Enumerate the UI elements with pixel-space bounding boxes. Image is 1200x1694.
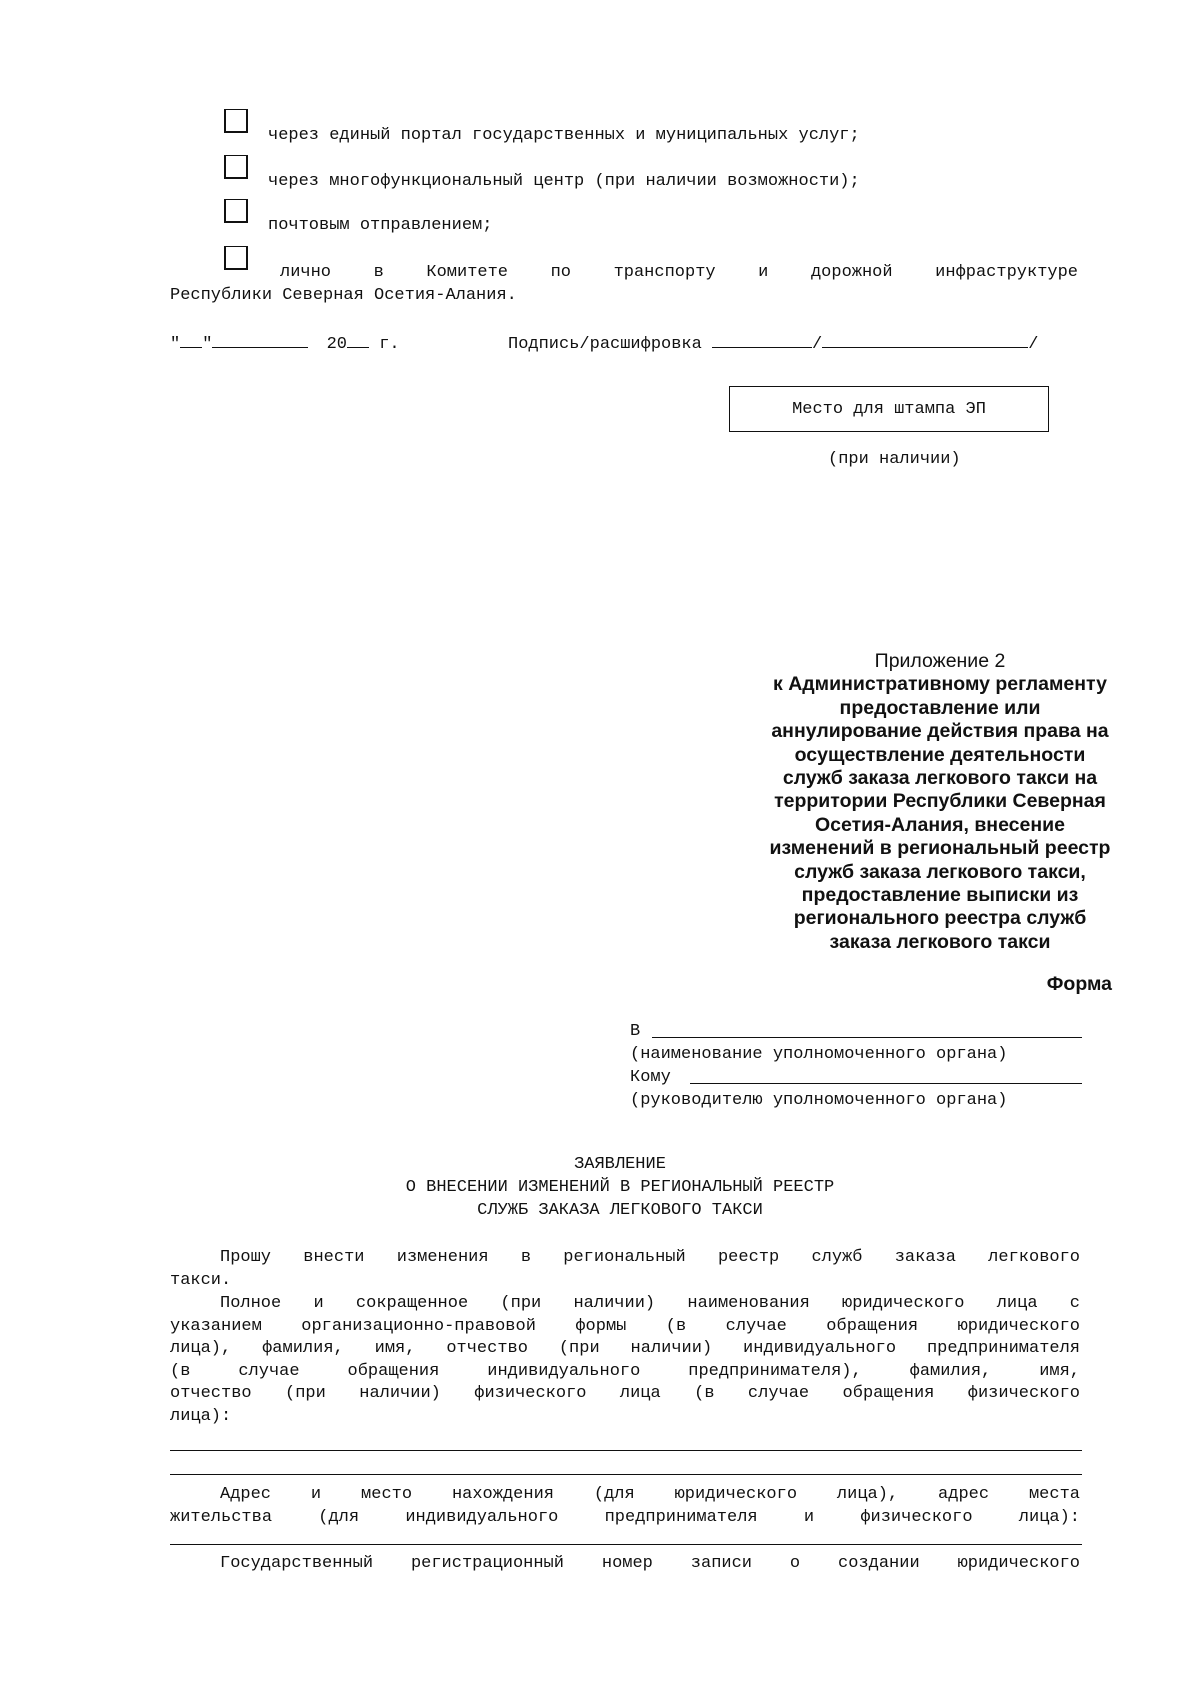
paragraph-request [170, 1247, 1080, 1292]
signature-label-row [508, 333, 1038, 354]
date-quote-close: " [202, 335, 213, 354]
appendix-line: аннулирование действия права на [771, 720, 1109, 743]
addressee-whom-hint: (руководителю уполномоченного органа) [630, 1091, 1008, 1110]
appendix-line: служб заказа легкового такси на [782, 767, 1098, 790]
appendix-line: предоставление выписки из [801, 884, 1079, 907]
signature-end: / [1028, 335, 1039, 354]
stamp-label: Место для штампа ЭП [792, 399, 986, 419]
option-portal-label: через единый портал государственных и муниципальных услуг; [268, 126, 860, 145]
paragraph-line: жительства (для индивидуального предпринимателя и физического лица): [170, 1507, 1080, 1527]
name-decoding-field[interactable] [822, 333, 1028, 348]
form-label: Форма [1046, 973, 1112, 995]
signature-row [170, 333, 400, 354]
option-post-label: почтовым отправлением; [268, 216, 493, 235]
paragraph-line: такси. [170, 1270, 232, 1290]
appendix-line: Приложение 2 [874, 650, 1006, 672]
appendix-line: предоставление или [839, 696, 1041, 719]
appendix-line: регионального реестра служб [793, 907, 1087, 930]
paragraph-line: лица), фамилия, имя, отчество (при наличии) индивидуального предпринимателя [170, 1339, 1080, 1358]
checkbox-mfc[interactable] [224, 155, 248, 179]
paragraph-names [170, 1293, 1080, 1428]
checkbox-portal[interactable] [224, 109, 248, 133]
date-quote-open: " [170, 335, 181, 354]
year-prefix: 20 [326, 335, 348, 354]
appendix-line: осуществление деятельности [794, 743, 1086, 766]
paragraph-line: Адрес и место нахождения (для юридического лица), адрес места [220, 1485, 1080, 1504]
statement-subtitle-2: СЛУЖБ ЗАКАЗА ЛЕГКОВОГО ТАКСИ [477, 1201, 763, 1220]
paragraph-line: Прошу внести изменения в региональный реестр служб заказа легкового [220, 1248, 1080, 1267]
signature-label: Подпись/расшифровка [508, 335, 702, 354]
checkbox-in-person[interactable] [224, 246, 248, 270]
checkbox-post[interactable] [224, 199, 248, 223]
appendix-line: служб заказа легкового такси, [794, 860, 1086, 883]
signature-separator: / [812, 335, 823, 354]
addressee-whom-label: Кому [630, 1068, 671, 1087]
signature-field[interactable] [712, 333, 812, 348]
option-in-person-label-1: лично в Комитете по транспорту и дорожной инфраструктуре [280, 263, 1078, 282]
appendix-line: Осетия-Алания, внесение [815, 813, 1065, 836]
paragraph-line: лица): [170, 1406, 232, 1426]
appendix-line: заказа легкового такси [829, 930, 1051, 953]
appendix-line: к Административному регламенту [773, 673, 1107, 696]
day-field[interactable] [180, 333, 202, 348]
appendix-line: изменений в региональный реестр [769, 837, 1111, 860]
option-mfc-label: через многофункциональный центр (при наличии возможности); [268, 172, 860, 191]
names-field-1[interactable] [170, 1450, 1082, 1451]
paragraph-line: отчество (при наличии) физического лица (в случае обращения физического [170, 1384, 1080, 1403]
paragraph-line: указанием организационно-правовой формы (в случае обращения юридического [170, 1316, 1080, 1336]
year-field[interactable] [347, 333, 369, 348]
statement-subtitle-1: О ВНЕСЕНИИ ИЗМЕНЕНИЙ В РЕГИОНАЛЬНЫЙ РЕЕСТР [405, 1178, 835, 1197]
appendix-header [760, 650, 1120, 954]
paragraph-registration [170, 1553, 1080, 1576]
year-suffix: г. [379, 335, 400, 354]
paragraph-line: Государственный регистрационный номер записи о создании юридического [220, 1554, 1080, 1573]
option-in-person-label-2: Республики Северная Осетия-Алания. [170, 286, 517, 305]
stamp-box [729, 386, 1049, 432]
addressee-whom-field[interactable] [690, 1083, 1082, 1084]
month-field[interactable] [212, 333, 308, 348]
statement-title: ЗАЯВЛЕНИЕ [574, 1155, 666, 1174]
addressee-to-hint: (наименование уполномоченного органа) [630, 1045, 1008, 1064]
addressee-to-field[interactable] [652, 1037, 1082, 1038]
appendix-line: территории Республики Северная [774, 790, 1106, 813]
names-field-2[interactable] [170, 1474, 1082, 1475]
paragraph-address [170, 1484, 1080, 1529]
paragraph-line: Полное и сокращенное (при наличии) наименования юридического лица с [220, 1294, 1080, 1313]
addressee-to-label: В [630, 1022, 641, 1041]
stamp-note: (при наличии) [828, 450, 961, 469]
address-field[interactable] [170, 1544, 1082, 1545]
paragraph-line: (в случае обращения индивидуального предпринимателя), фамилия, имя, [170, 1361, 1080, 1381]
